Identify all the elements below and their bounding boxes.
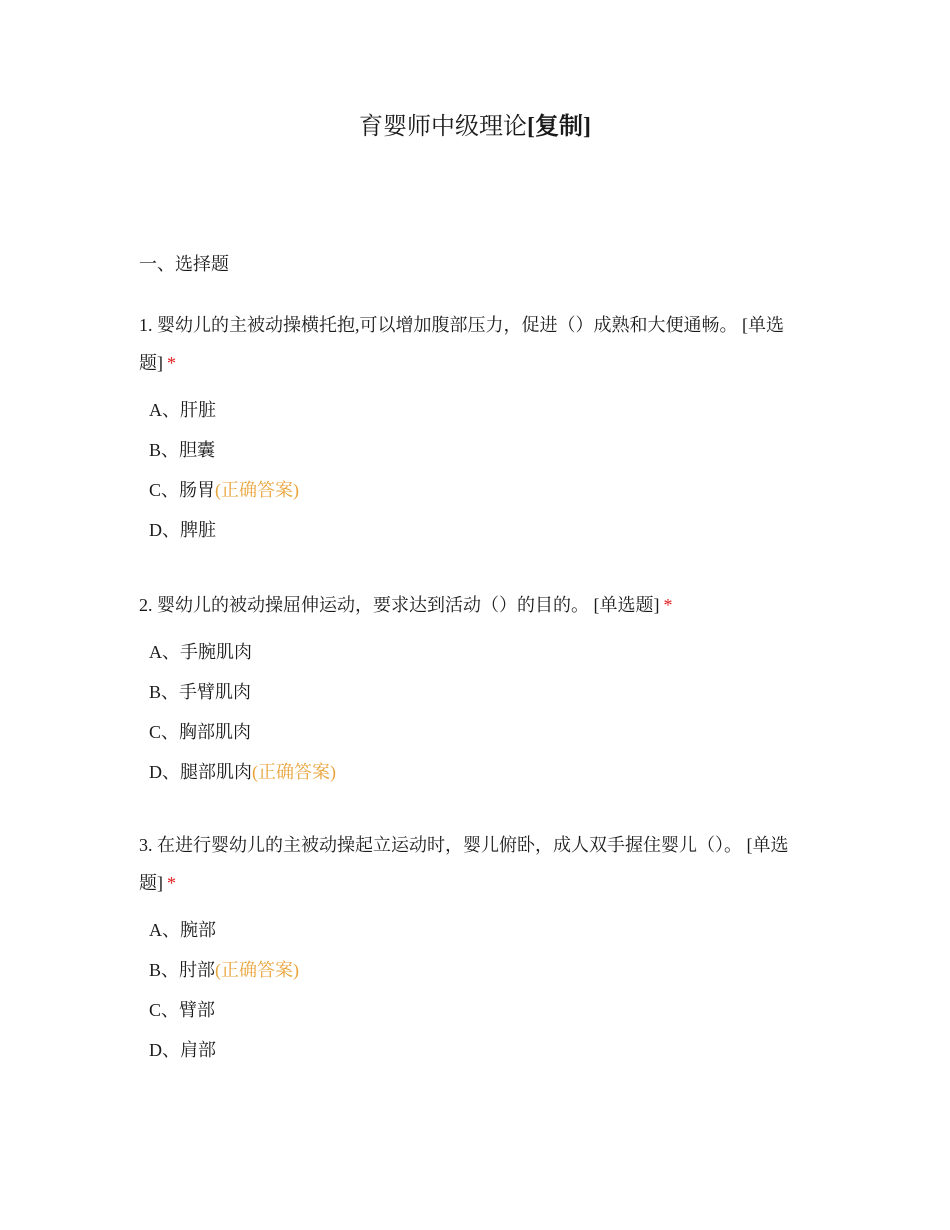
options-list bbox=[139, 390, 819, 550]
option-text: 脾脏 bbox=[180, 520, 216, 540]
option-text: 肠胃 bbox=[179, 480, 216, 500]
option-text: 手腕肌肉 bbox=[180, 642, 252, 662]
option-text: 腕部 bbox=[180, 920, 216, 940]
option-letter: A、 bbox=[149, 920, 180, 940]
question-3 bbox=[139, 826, 819, 1070]
section-heading: 一、选择题 bbox=[139, 254, 229, 274]
question-text: 婴幼儿的被动操屈伸运动，要求达到活动（）的目的。 bbox=[157, 595, 589, 615]
option-letter: A、 bbox=[149, 400, 180, 420]
option-letter: D、 bbox=[149, 520, 180, 540]
option-text: 肩部 bbox=[180, 1040, 216, 1060]
document-title-suffix: [复制] bbox=[527, 114, 591, 140]
required-mark: * bbox=[167, 353, 176, 373]
option-letter: D、 bbox=[149, 1040, 180, 1060]
option-b[interactable] bbox=[139, 430, 819, 470]
option-text: 手臂肌肉 bbox=[179, 682, 252, 702]
question-type: [单选题] bbox=[593, 595, 660, 615]
option-b[interactable] bbox=[139, 672, 819, 712]
option-letter: B、 bbox=[149, 682, 180, 702]
question-number: 2. bbox=[139, 595, 153, 615]
option-d[interactable] bbox=[139, 1030, 819, 1070]
question-stem bbox=[139, 306, 819, 382]
option-letter: C、 bbox=[149, 1000, 180, 1020]
options-list bbox=[139, 632, 819, 792]
document-title bbox=[0, 110, 950, 144]
option-c[interactable] bbox=[139, 990, 819, 1030]
option-text: 胆囊 bbox=[179, 440, 216, 460]
option-d[interactable] bbox=[139, 510, 819, 550]
option-text: 腿部肌肉 bbox=[180, 762, 252, 782]
question-text: 婴幼儿的主被动操横托抱,可以增加腹部压力，促进（）成熟和大便通畅。 bbox=[157, 315, 738, 335]
option-text: 胸部肌肉 bbox=[179, 722, 252, 742]
question-type: [单选题] bbox=[139, 315, 784, 373]
option-letter: B、 bbox=[149, 440, 180, 460]
question-stem bbox=[139, 586, 819, 624]
correct-answer-label: (正确答案) bbox=[215, 960, 300, 980]
option-letter: D、 bbox=[149, 762, 180, 782]
question-1 bbox=[139, 306, 819, 550]
document-title-main: 育婴师中级理论 bbox=[359, 114, 527, 140]
option-letter: B、 bbox=[149, 960, 180, 980]
required-mark: * bbox=[663, 595, 673, 615]
correct-answer-label: (正确答案) bbox=[252, 762, 336, 782]
question-2 bbox=[139, 586, 819, 792]
required-mark: * bbox=[167, 873, 176, 893]
option-letter: C、 bbox=[149, 722, 180, 742]
options-list bbox=[139, 910, 819, 1070]
question-text: 在进行婴幼儿的主被动操起立运动时，婴儿俯卧，成人双手握住婴儿（）。 bbox=[157, 835, 742, 855]
option-letter: A、 bbox=[149, 642, 180, 662]
question-type: [单选题] bbox=[139, 835, 789, 893]
option-letter: C、 bbox=[149, 480, 180, 500]
option-b[interactable] bbox=[139, 950, 819, 990]
option-a[interactable] bbox=[139, 910, 819, 950]
option-text: 肝脏 bbox=[180, 400, 216, 420]
option-text: 臂部 bbox=[179, 1000, 216, 1020]
option-d[interactable] bbox=[139, 752, 819, 792]
option-c[interactable] bbox=[139, 470, 819, 510]
option-c[interactable] bbox=[139, 712, 819, 752]
question-number: 1. bbox=[139, 315, 153, 335]
correct-answer-label: (正确答案) bbox=[215, 480, 300, 500]
option-a[interactable] bbox=[139, 632, 819, 672]
option-text: 肘部 bbox=[179, 960, 216, 980]
question-stem bbox=[139, 826, 819, 902]
option-a[interactable] bbox=[139, 390, 819, 430]
question-number: 3. bbox=[139, 835, 153, 855]
